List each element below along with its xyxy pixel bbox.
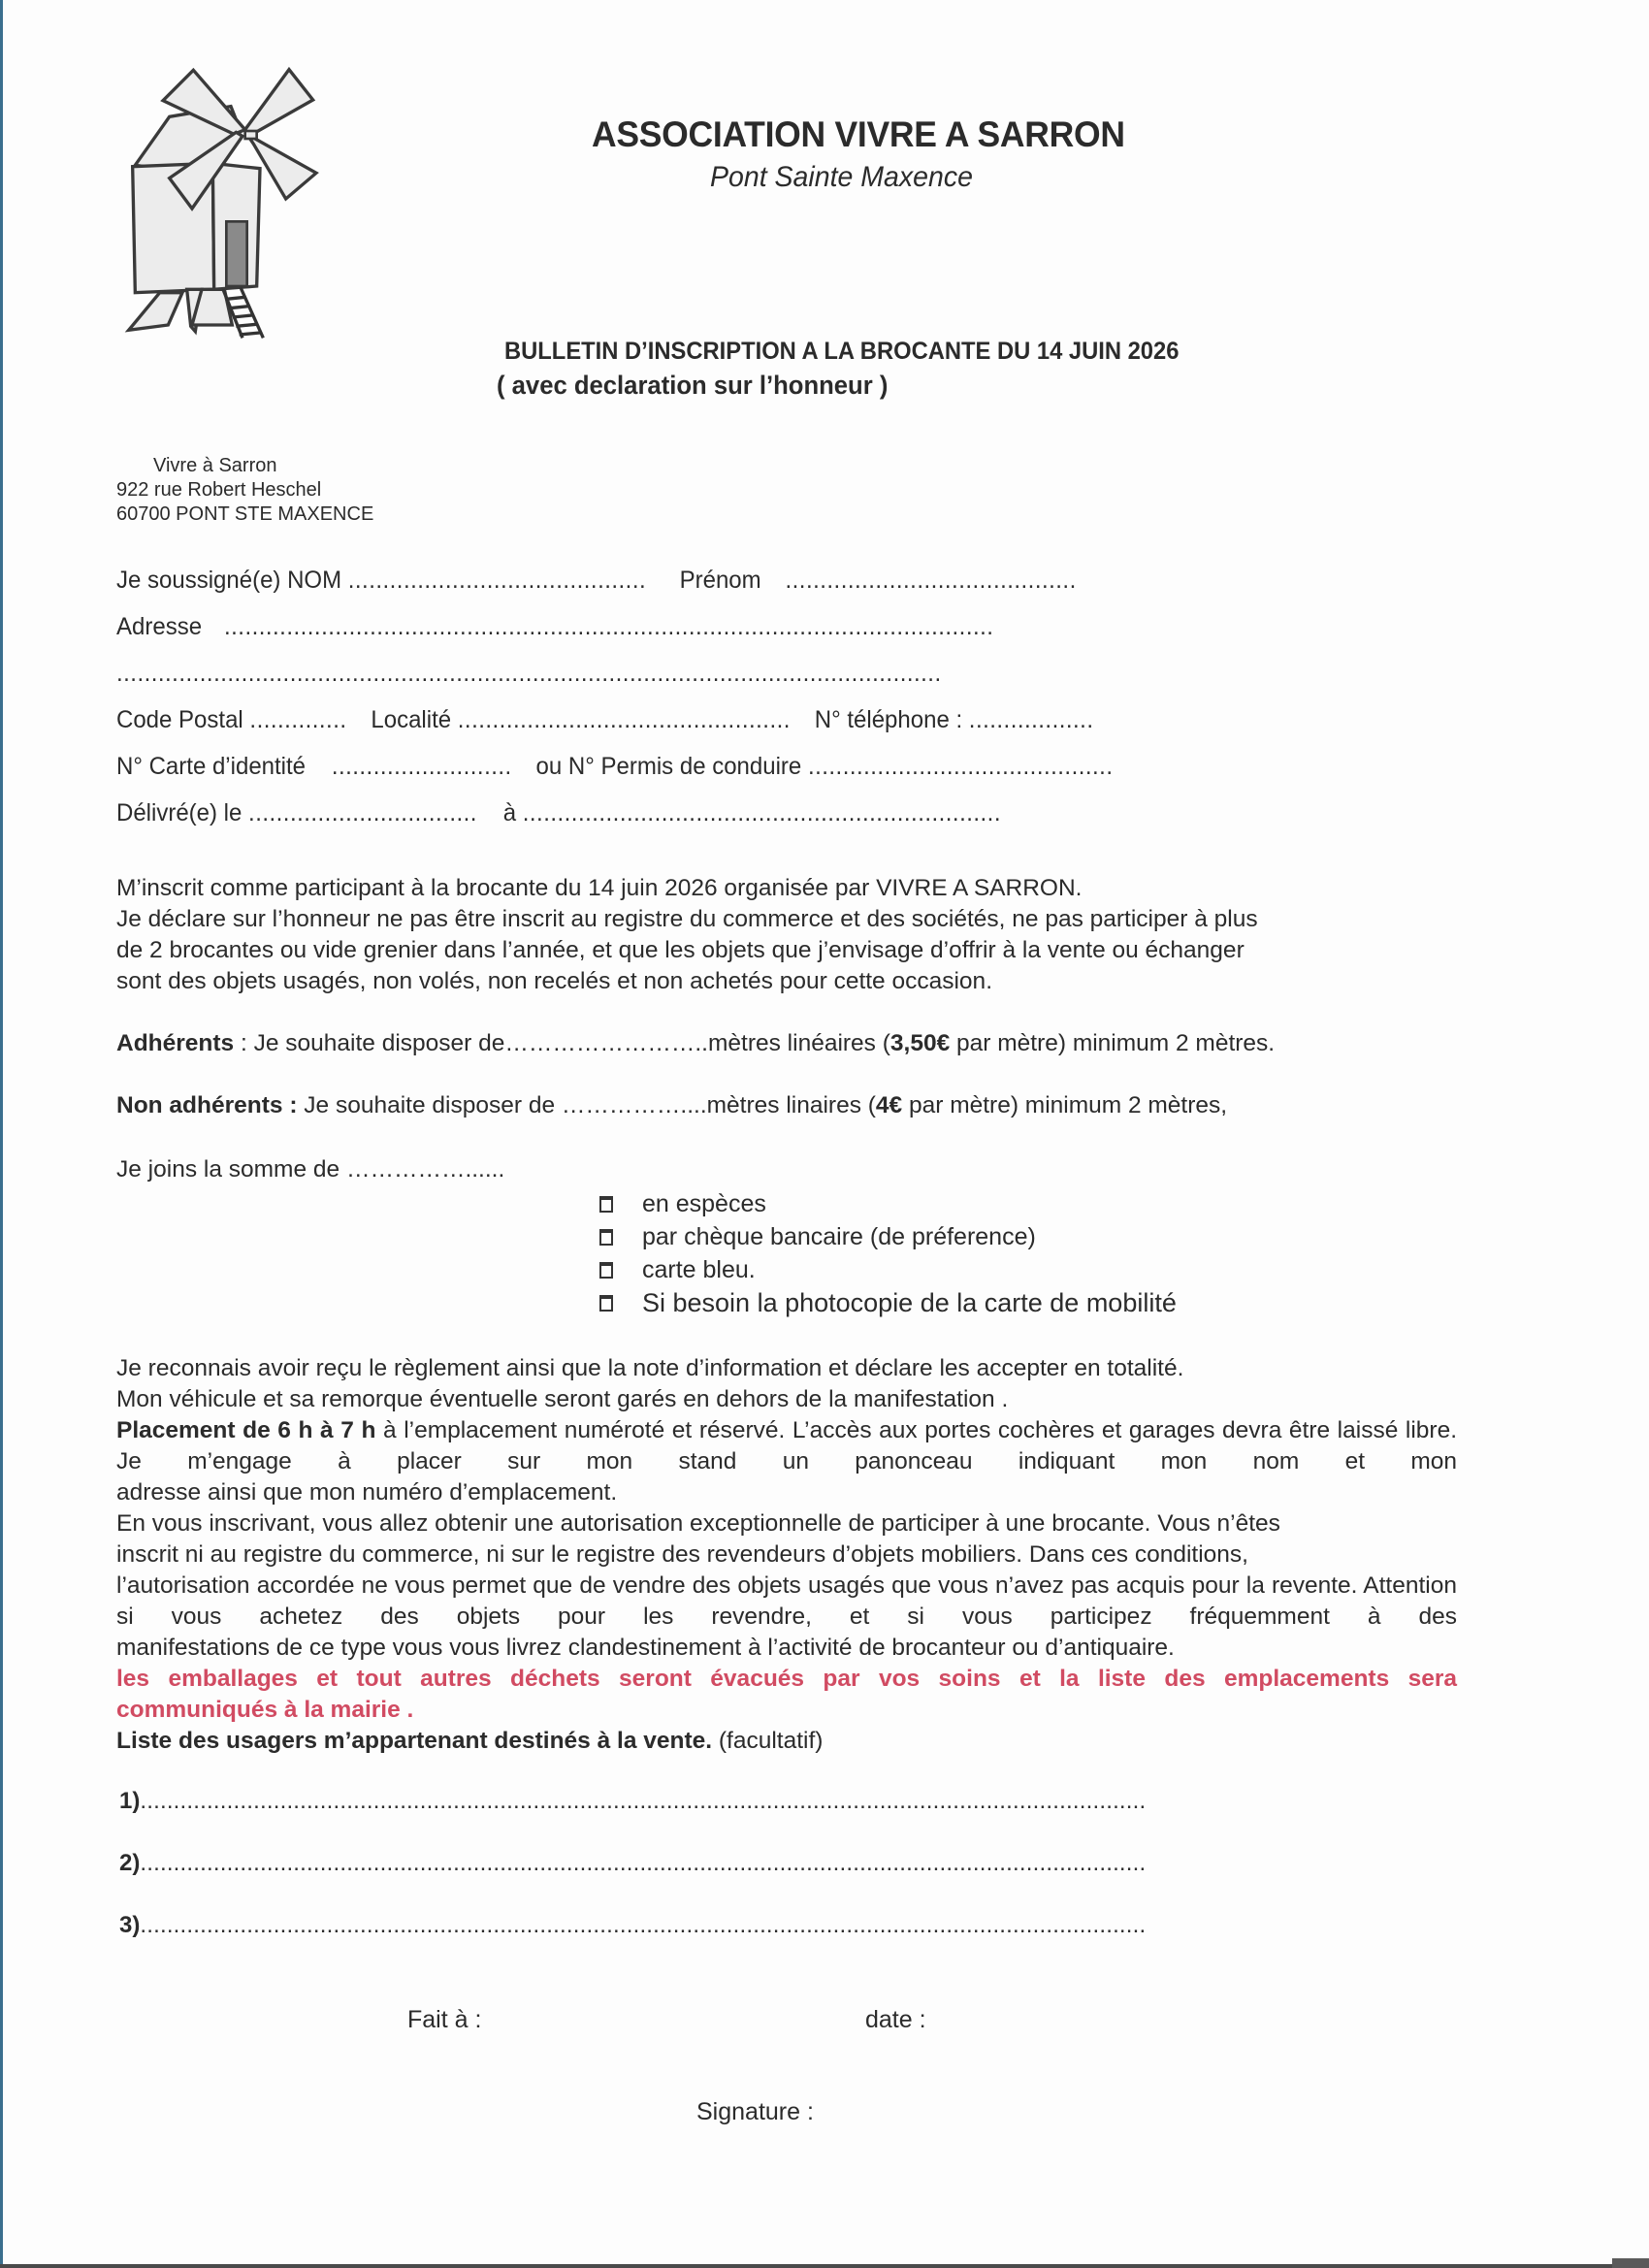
locality-row <box>116 706 1093 734</box>
items-list-title <box>116 1726 1457 1757</box>
payment-option-mobilite[interactable] <box>599 1286 1177 1319</box>
rules-line: manifestations de ce type vous vous livrez clandestinement à l’activité de brocanteur ou d’antiquaire. <box>116 1635 1175 1661</box>
a-field[interactable]: ..................................................................... <box>522 799 1001 826</box>
non-adherents-meters-field[interactable]: …………….... <box>561 1092 707 1118</box>
telephone-field[interactable]: .................. <box>968 706 1094 733</box>
delivre-label: Délivré(e) le <box>116 799 242 826</box>
item-field[interactable]: ....................................................................................................................................................... <box>140 1912 1147 1938</box>
rules-line: Je reconnais avoir reçu le règlement ainsi que la note d’information et déclare les accepter en totalité. <box>116 1355 1184 1381</box>
non-adherents-unit: mètres linaires ( <box>706 1092 876 1118</box>
permis-label: ou N° Permis de conduire <box>535 753 802 780</box>
nom-label: Je soussigné(e) NOM <box>116 567 342 594</box>
placement-hours: Placement de 6 h à 7 h <box>116 1417 376 1443</box>
scan-edge-bottom <box>0 2264 1612 2268</box>
address-line: 922 rue Robert Heschel <box>116 479 322 501</box>
adherents-row <box>116 1028 1465 1059</box>
item-number: 2) <box>119 1850 141 1876</box>
item-line <box>119 1912 1146 1939</box>
checkbox-icon[interactable] <box>599 1196 613 1213</box>
rules-line: inscrit ni au registre du commerce, ni sur le registre des revendeurs d’objets mobiliers. Dans ces conditions, <box>116 1541 1248 1568</box>
checkbox-icon[interactable] <box>599 1295 613 1312</box>
item-field[interactable]: ....................................................................................................................................................... <box>140 1850 1147 1876</box>
somme-label: Je joins la somme de <box>116 1156 346 1183</box>
adresse-field[interactable]: ............................................................................................................... <box>224 613 994 640</box>
carte-field[interactable]: .......................... <box>331 753 512 780</box>
permis-field[interactable]: ............................................ <box>807 753 1114 780</box>
item-line <box>119 1850 1146 1877</box>
payment-options <box>599 1187 1177 1319</box>
address-line: Vivre à Sarron <box>153 455 277 476</box>
adresse-label: Adresse <box>116 613 203 640</box>
fait-a-label: Fait à : <box>407 2006 482 2033</box>
payment-option-carte[interactable] <box>599 1253 1177 1286</box>
code-postal-label: Code Postal <box>116 706 243 733</box>
rules-line: adresse ainsi que mon numéro d’emplacement. <box>116 1479 618 1506</box>
somme-field[interactable]: ……………...... <box>345 1156 505 1183</box>
items-list-note: (facultatif) <box>712 1728 824 1754</box>
delivre-field[interactable]: ................................. <box>248 799 477 826</box>
waste-warning: les emballages et tout autres déchets seront évacués par vos soins et la liste des emplacements sera <box>116 1666 1457 1692</box>
payment-option-label: par chèque bancaire (de préference) <box>642 1223 1036 1250</box>
code-postal-field[interactable]: .............. <box>249 706 347 733</box>
scan-edge <box>0 0 3 2268</box>
carte-label: N° Carte d’identité <box>116 753 307 780</box>
checkbox-icon[interactable] <box>599 1262 613 1279</box>
id-row <box>116 753 1113 781</box>
rules-paragraph <box>116 1353 1457 1757</box>
declaration-paragraph <box>116 873 1465 997</box>
item-field[interactable]: ....................................................................................................................................................... <box>140 1788 1147 1814</box>
checkbox-icon[interactable] <box>599 1229 613 1246</box>
adherents-price: 3,50€ <box>889 1030 951 1056</box>
adherents-meters-field[interactable]: …………………….. <box>504 1030 708 1056</box>
item-number: 3) <box>119 1912 141 1938</box>
adherents-text: : Je souhaite disposer de <box>234 1030 505 1056</box>
form-title: BULLETIN D’INSCRIPTION A LA BROCANTE DU 14 JUIN 2026 <box>504 338 1180 365</box>
item-number: 1) <box>119 1788 141 1814</box>
rules-line: En vous inscrivant, vous allez obtenir une autorisation exceptionnelle de participer à une brocante. Vous n’êtes <box>116 1510 1280 1537</box>
non-adherents-label: Non adhérents : <box>116 1092 298 1118</box>
somme-row <box>116 1154 1465 1185</box>
adresse-field-2[interactable]: ....................................................................................................................... <box>116 660 942 687</box>
placement-body: à l’emplacement numéroté et réservé. L’accès aux portes cochères et garages devra être laissé libre. Je m’engage à placer sur mon stand un panonceau indiquant mon nom et mon <box>116 1417 1458 1474</box>
form-subtitle: ( avec declaration sur l’honneur ) <box>497 371 889 400</box>
payment-option-especes[interactable] <box>599 1187 1177 1220</box>
non-adherents-price: 4€ <box>875 1092 903 1118</box>
a-label: à <box>502 799 517 826</box>
address-row <box>116 613 993 641</box>
scan-edge-corner <box>1612 2258 1649 2268</box>
windmill-icon <box>76 10 367 446</box>
non-adherents-row <box>116 1090 1465 1121</box>
non-adherents-tail: par mètre) minimum 2 mètres, <box>902 1092 1228 1118</box>
rules-line: Mon véhicule et sa remorque éventuelle seront garés en dehors de la manifestation . <box>116 1386 1009 1412</box>
address-row-2 <box>116 660 942 688</box>
localite-field[interactable]: ................................................ <box>457 706 791 733</box>
address-line: 60700 PONT STE MAXENCE <box>116 503 374 525</box>
payment-option-cheque[interactable] <box>599 1220 1177 1253</box>
payment-option-label: en espèces <box>642 1190 766 1217</box>
localite-label: Localité <box>371 706 452 733</box>
rules-line: l’autorisation accordée ne vous permet que de vendre des objets usagés que vous n’avez pas acquis pour la revente. Attention si vous achetez des objets pour les revendre, et si vous participez fréquemment à des <box>116 1572 1457 1630</box>
declaration-line: M’inscrit comme participant à la brocante du 14 juin 2026 organisée par VIVRE A SARRON. <box>116 875 1083 901</box>
nom-field[interactable]: ........................................... <box>347 567 647 594</box>
adherents-tail: par mètre) minimum 2 mètres. <box>950 1030 1276 1056</box>
name-row <box>116 567 1077 595</box>
organization-title: ASSOCIATION VIVRE A SARRON <box>592 114 1125 154</box>
waste-warning-end: communiqués à la mairie . <box>116 1697 414 1723</box>
declaration-line: Je déclare sur l’honneur ne pas être inscrit au registre du commerce et des sociétés, ne pas participer à plus <box>116 906 1258 932</box>
item-line <box>119 1788 1146 1815</box>
prenom-field[interactable]: .......................................... <box>785 567 1077 594</box>
organization-address <box>116 454 373 527</box>
non-adherents-text: Je souhaite disposer de <box>297 1092 562 1118</box>
signature-label: Signature : <box>696 2098 814 2125</box>
issued-row <box>116 799 1001 827</box>
items-list-heading: Liste des usagers m’appartenant destinés à la vente. <box>116 1728 713 1754</box>
declaration-line: sont des objets usagés, non volés, non recelés et non achetés pour cette occasion. <box>116 968 992 994</box>
payment-option-label: Si besoin la photocopie de la carte de mobilité <box>642 1288 1177 1317</box>
payment-option-label: carte bleu. <box>642 1256 756 1283</box>
adherents-label: Adhérents <box>116 1030 235 1056</box>
prenom-label: Prénom <box>679 567 761 594</box>
placement-text <box>116 1415 1457 1477</box>
declaration-line: de 2 brocantes ou vide grenier dans l’année, et que les objets que j’envisage d’offrir à la vente ou échanger <box>116 937 1245 963</box>
date-label: date : <box>865 2006 926 2033</box>
telephone-label: N° téléphone : <box>814 706 963 733</box>
organization-subtitle: Pont Sainte Maxence <box>710 161 973 193</box>
adherents-unit: mètres linéaires ( <box>708 1030 890 1056</box>
